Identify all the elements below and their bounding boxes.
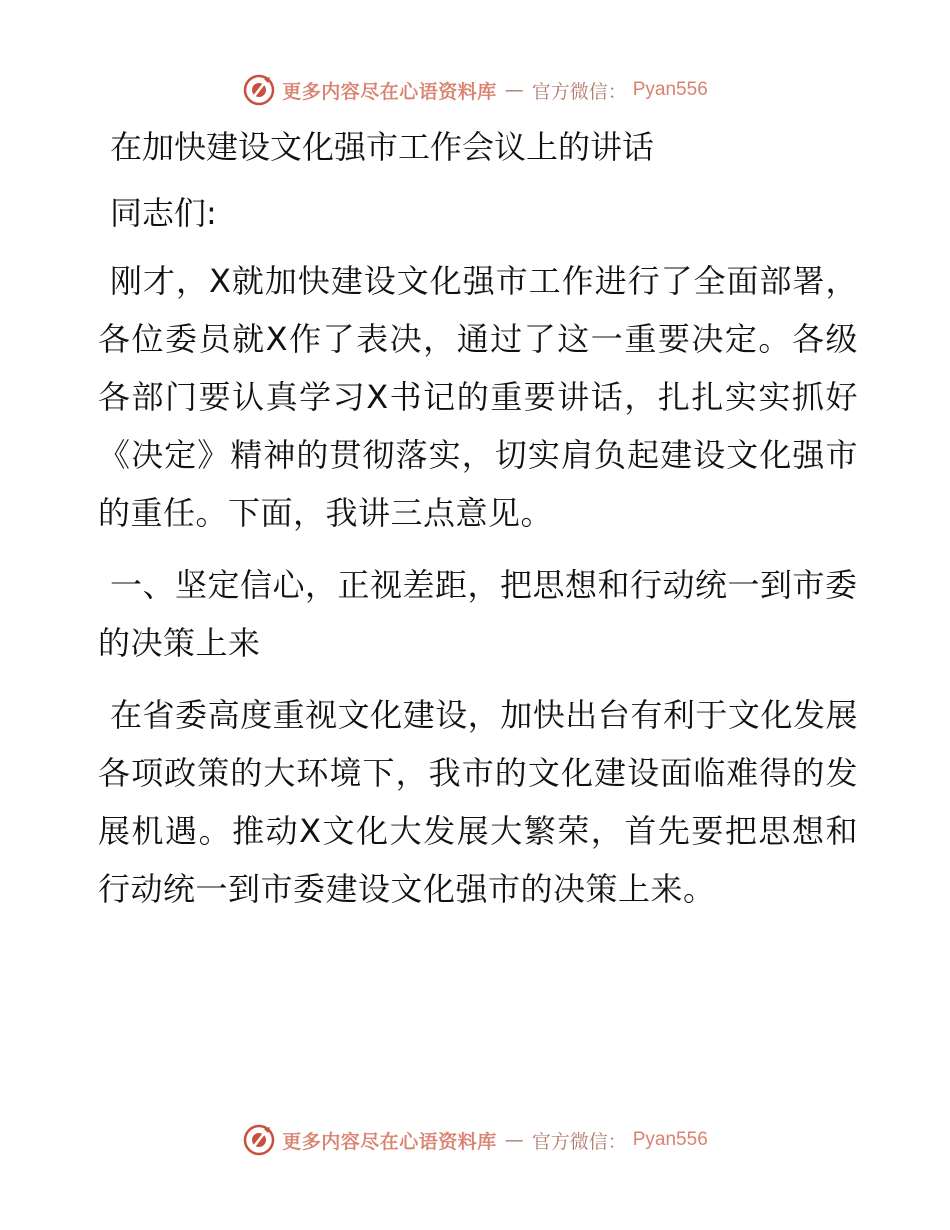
watermark-logo-icon [242, 73, 276, 107]
header-watermark [0, 70, 950, 110]
greeting: 同志们: [110, 194, 217, 232]
watermark-brand-text: 更多内容尽在心语资料库 [282, 80, 497, 103]
document-title: 在加快建设文化强市工作会议上的讲话 [110, 128, 655, 166]
watermark-dash: — [504, 1129, 524, 1151]
footer-watermark [0, 1120, 950, 1160]
watermark-brand-text: 更多内容尽在心语资料库 [282, 1130, 497, 1153]
watermark-dash: — [504, 79, 524, 101]
watermark-wechat-id: Pyan556 [632, 1129, 708, 1150]
paragraph-1: 刚才，X就加快建设文化强市工作进行了全面部署，各位委员就X作了表决，通过了这一重要决定。各级各部门要认真学习X书记的重要讲话，扎扎实实抓好《决定》精神的贯彻落实，切实肩负起建设文化强市的重任。下面，我讲三点意见。 [98, 262, 858, 532]
watermark-logo-icon [242, 1123, 276, 1157]
watermark-wechat-id: Pyan556 [632, 79, 708, 100]
section-heading-1: 一、坚定信心，正视差距，把思想和行动统一到市委的决策上来 [98, 566, 858, 662]
watermark-wechat-label: 官方微信： [531, 80, 627, 103]
paragraph-2: 在省委高度重视文化建设，加快出台有利于文化发展各项政策的大环境下，我市的文化建设面临难得的发展机遇。推动X文化大发展大繁荣，首先要把思想和行动统一到市委建设文化强市的决策上来。 [98, 696, 858, 908]
watermark-wechat-label: 官方微信： [531, 1130, 627, 1153]
document-body [98, 118, 858, 932]
